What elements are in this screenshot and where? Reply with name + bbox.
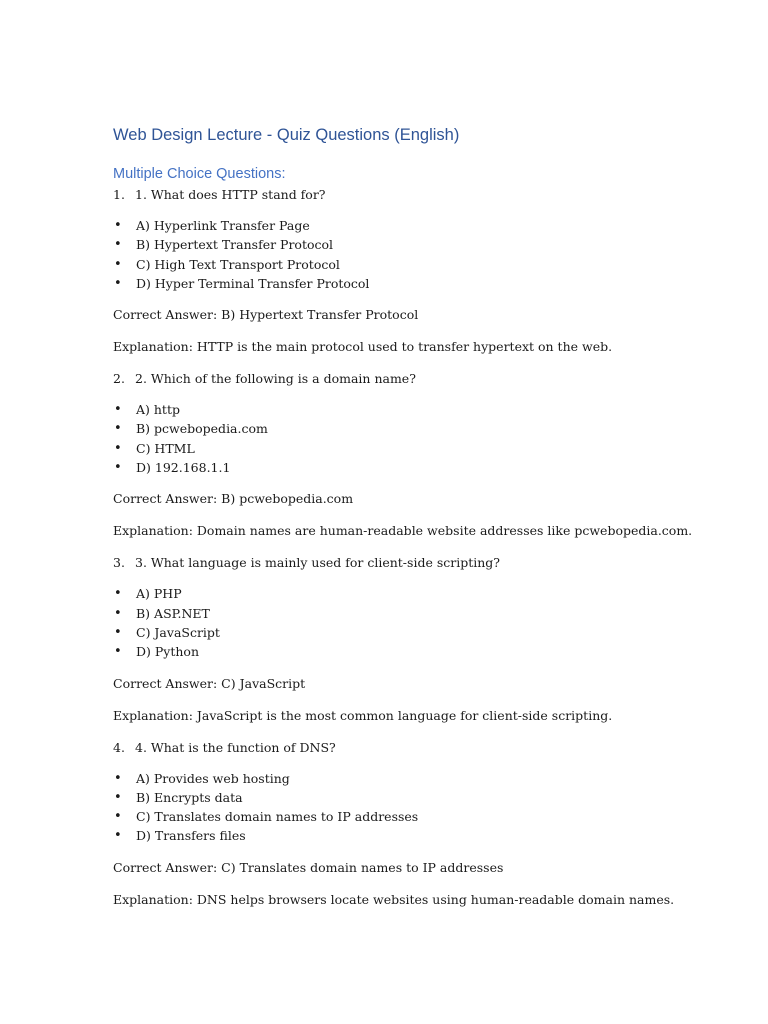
option-label: A) PHP	[136, 586, 182, 602]
option-label: C) HTML	[136, 440, 195, 456]
question-text-line	[113, 369, 733, 388]
correct-answer: Correct Answer: C) JavaScript	[113, 675, 306, 691]
option-item	[113, 807, 733, 826]
option-label: C) High Text Transport Protocol	[136, 256, 340, 272]
option-list	[113, 400, 733, 477]
question-list	[113, 185, 733, 909]
option-item	[113, 400, 733, 419]
bullet-dot-icon: •	[114, 809, 122, 825]
option-list	[113, 216, 733, 293]
option-list	[113, 769, 733, 846]
bullet-dot-icon: •	[114, 460, 122, 476]
correct-answer: Correct Answer: B) pcwebopedia.com	[113, 491, 354, 507]
option-item	[113, 623, 733, 642]
question-number: 1.	[113, 187, 125, 202]
bullet-dot-icon: •	[114, 828, 122, 844]
option-label: C) JavaScript	[136, 624, 220, 640]
bullet-dot-icon: •	[114, 402, 122, 418]
bullet-dot-icon: •	[114, 789, 122, 805]
bullet-dot-icon: •	[114, 256, 122, 272]
question-text: 2. Which of the following is a domain name?	[135, 371, 416, 387]
option-item	[113, 419, 733, 438]
explanation: Explanation: Domain names are human-readable website addresses like pcwebopedia.com.	[113, 523, 693, 539]
option-item	[113, 235, 733, 254]
correct-answer: Correct Answer: C) Translates domain names to IP addresses	[113, 859, 504, 875]
option-item	[113, 788, 733, 807]
bullet-dot-icon: •	[114, 644, 122, 660]
question-number: 3.	[113, 555, 125, 571]
option-label: A) Provides web hosting	[136, 770, 290, 786]
option-label: B) pcwebopedia.com	[136, 421, 268, 437]
bullet-dot-icon: •	[114, 421, 122, 437]
option-item	[113, 769, 733, 788]
question-number: 4.	[113, 739, 125, 755]
option-item	[113, 439, 733, 458]
bullet-dot-icon: •	[114, 605, 122, 621]
question-text: 1. What does HTTP stand for?	[135, 187, 326, 202]
option-item	[113, 274, 733, 293]
bullet-dot-icon: •	[114, 440, 122, 456]
option-label: D) Hyper Terminal Transfer Protocol	[136, 275, 370, 291]
question-text: 4. What is the function of DNS?	[135, 739, 336, 755]
question-block	[113, 738, 733, 909]
question-block	[113, 185, 733, 356]
bullet-dot-icon: •	[114, 624, 122, 640]
option-label: D) Python	[136, 644, 199, 660]
document-title: Web Design Lecture - Quiz Questions (English)	[113, 126, 460, 144]
question-block	[113, 369, 733, 540]
bullet-dot-icon: •	[114, 586, 122, 602]
explanation: Explanation: DNS helps browsers locate websites using human-readable domain names.	[113, 891, 675, 907]
option-item	[113, 604, 733, 623]
option-item	[113, 255, 733, 274]
option-label: D) Transfers files	[136, 828, 246, 844]
option-item	[113, 216, 733, 235]
option-label: C) Translates domain names to IP addresses	[136, 809, 419, 825]
question-number: 2.	[113, 371, 125, 387]
option-label: A) Hyperlink Transfer Page	[136, 218, 310, 233]
option-item	[113, 584, 733, 603]
question-text-line	[113, 185, 733, 204]
bullet-dot-icon: •	[114, 237, 122, 253]
bullet-dot-icon: •	[114, 770, 122, 786]
explanation: Explanation: JavaScript is the most common language for client-side scripting.	[113, 707, 613, 723]
option-item	[113, 458, 733, 477]
option-item	[113, 642, 733, 661]
question-text-line	[113, 738, 733, 757]
question-block	[113, 553, 733, 724]
option-label: B) Hypertext Transfer Protocol	[136, 237, 334, 253]
bullet-dot-icon: •	[114, 218, 122, 233]
document-page	[113, 124, 733, 922]
option-label: B) Encrypts data	[136, 789, 243, 805]
section-heading: Multiple Choice Questions:	[113, 166, 286, 182]
option-label: A) http	[136, 402, 180, 418]
explanation: Explanation: HTTP is the main protocol used to transfer hypertext on the web.	[113, 339, 613, 355]
option-list	[113, 584, 733, 661]
option-label: D) 192.168.1.1	[136, 460, 231, 476]
question-text-line	[113, 553, 733, 572]
option-label: B) ASP.NET	[136, 605, 210, 621]
question-text: 3. What language is mainly used for client-side scripting?	[135, 555, 500, 571]
bullet-dot-icon: •	[114, 275, 122, 291]
option-item	[113, 826, 733, 845]
correct-answer: Correct Answer: B) Hypertext Transfer Protocol	[113, 307, 419, 323]
